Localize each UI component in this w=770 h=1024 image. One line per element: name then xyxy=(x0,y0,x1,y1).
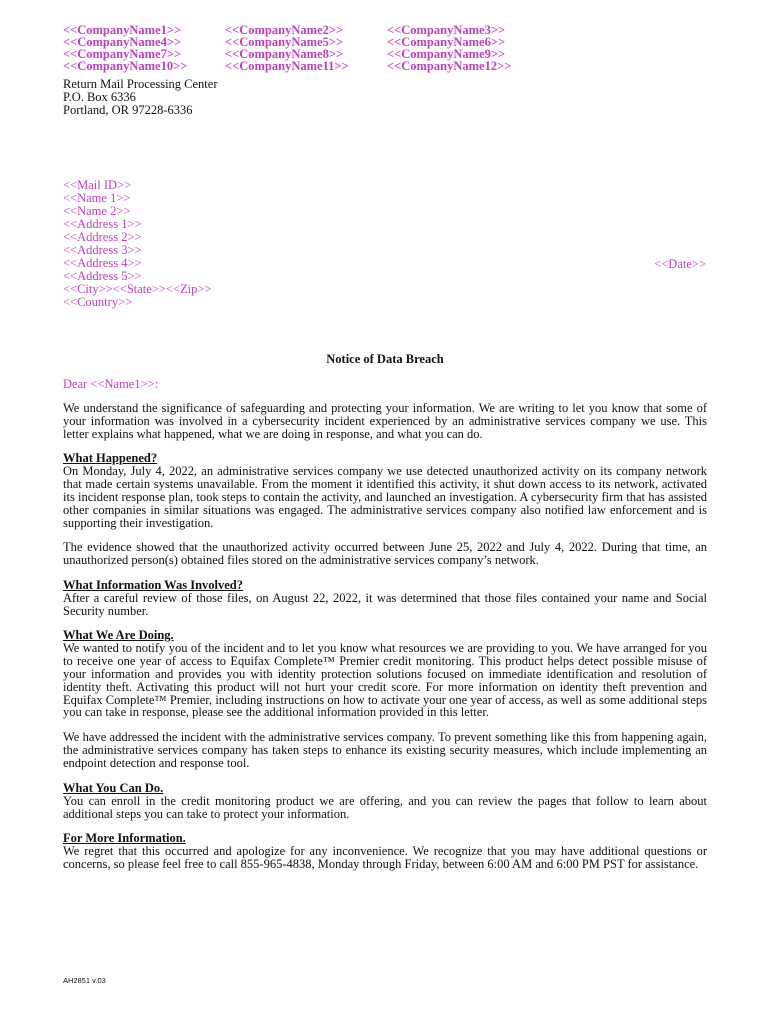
company-name: <<CompanyName5>> xyxy=(225,35,344,49)
footer-code: AH2851 v.03 xyxy=(63,976,106,985)
company-name: <<CompanyName2>> xyxy=(225,23,344,37)
country-field: <<Country>> xyxy=(63,295,133,309)
company-name: <<CompanyName10>> xyxy=(63,59,188,73)
section-paragraph-2: The evidence showed that the unauthorized activity occurred between June 25, 2022 and July 4, 2022. During that time, an unauthorized person(s) obtained files stored on the administrative services company’s network. xyxy=(63,540,707,567)
return-address xyxy=(63,78,218,117)
letter-title: Notice of Data Breach xyxy=(326,352,444,366)
return-address-line: Portland, OR 97228-6336 xyxy=(63,103,193,117)
section-heading: What We Are Doing. xyxy=(63,628,174,642)
salutation: Dear <<Name1>>: xyxy=(63,377,159,391)
section-paragraph: You can enroll in the credit monitoring product we are offering, and you can review the pages that follow to learn about additional steps you can take to protect your information. xyxy=(63,793,707,821)
address-3-field: <<Address 3>> xyxy=(63,243,142,257)
company-name: <<CompanyName11>> xyxy=(225,59,349,73)
company-name-grid xyxy=(63,24,583,72)
section-heading: For More Information. xyxy=(63,831,186,845)
recipient-address-block xyxy=(63,179,211,309)
section-what-information xyxy=(63,579,707,618)
section-paragraph-2: We have addressed the incident with the administrative services company. To prevent something like this from happening again, the administrative services company has taken steps to enhance its existing security measures, which include implementing an endpoint detection and response tool. xyxy=(63,730,707,770)
section-paragraph: We wanted to notify you of the incident and to let you know what resources we are providing to you. We have arranged for you to receive one year of access to Equifax Complete™ Premier credit monitoring. This product helps detect possible misuse of your information and provides you with identity protection solutions focused on immediate identification and resolution of identity theft. Activating this product will not hurt your credit score. For more information on identity theft prevention and Equifax Complete™ Premier, including instructions on how to activate your one year of access, as well as some additional steps you can take in response, please see the additional information provided in this letter. xyxy=(63,640,707,720)
section-heading: What Happened? xyxy=(63,451,158,465)
address-4-field: <<Address 4>> xyxy=(63,256,142,270)
company-name: <<CompanyName8>> xyxy=(225,47,344,61)
address-1-field: <<Address 1>> xyxy=(63,217,142,231)
company-name: <<CompanyName3>> xyxy=(387,23,506,37)
section-what-happened xyxy=(63,452,707,529)
city-state-zip-field: <<City>><<State>><<Zip>> xyxy=(63,282,212,296)
return-address-line: P.O. Box 6336 xyxy=(63,90,136,104)
section-heading: What Information Was Involved? xyxy=(63,578,244,592)
section-more-information xyxy=(63,832,707,871)
section-what-you-can-do xyxy=(63,782,707,821)
company-name: <<CompanyName12>> xyxy=(387,59,512,73)
intro-paragraph: We understand the significance of safeguarding and protecting your information. We are writing to let you know that some of your information was involved in a cybersecurity incident experienced by an administrative services company we use. This letter explains what happened, what we are doing in response, and what you can do. xyxy=(63,401,707,441)
date-field: <<Date>> xyxy=(654,257,706,271)
return-address-line: Return Mail Processing Center xyxy=(63,77,218,91)
section-heading: What You Can Do. xyxy=(63,781,164,795)
company-name: <<CompanyName6>> xyxy=(387,35,506,49)
address-2-field: <<Address 2>> xyxy=(63,230,142,244)
mail-id-field: <<Mail ID>> xyxy=(63,178,132,192)
address-5-field: <<Address 5>> xyxy=(63,269,142,283)
section-paragraph: After a careful review of those files, on August 22, 2022, it was determined that those files contained your name and Social Security number. xyxy=(63,590,707,618)
section-what-we-are-doing xyxy=(63,629,707,719)
company-name: <<CompanyName4>> xyxy=(63,35,182,49)
section-paragraph: We regret that this occurred and apologize for any inconvenience. We recognize that you may have additional questions or concerns, so please feel free to call 855-965-4838, Monday through Friday, between 6:00 AM and 6:00 PM PST for assistance. xyxy=(63,843,707,871)
section-paragraph: On Monday, July 4, 2022, an administrative services company we use detected unauthorized activity on its company network that made certain systems unavailable. From the moment it identified this activity, it shut down access to its network, activated its incident response plan, took steps to contain the activity, and launched an investigation. A cybersecurity firm that has assisted other companies in similar situations was engaged. The administrative services company also notified law enforcement and is supporting their investigation. xyxy=(63,463,707,530)
company-name: <<CompanyName9>> xyxy=(387,47,506,61)
name-1-field: <<Name 1>> xyxy=(63,191,131,205)
company-name: <<CompanyName7>> xyxy=(63,47,182,61)
name-2-field: <<Name 2>> xyxy=(63,204,131,218)
company-name: <<CompanyName1>> xyxy=(63,23,182,37)
